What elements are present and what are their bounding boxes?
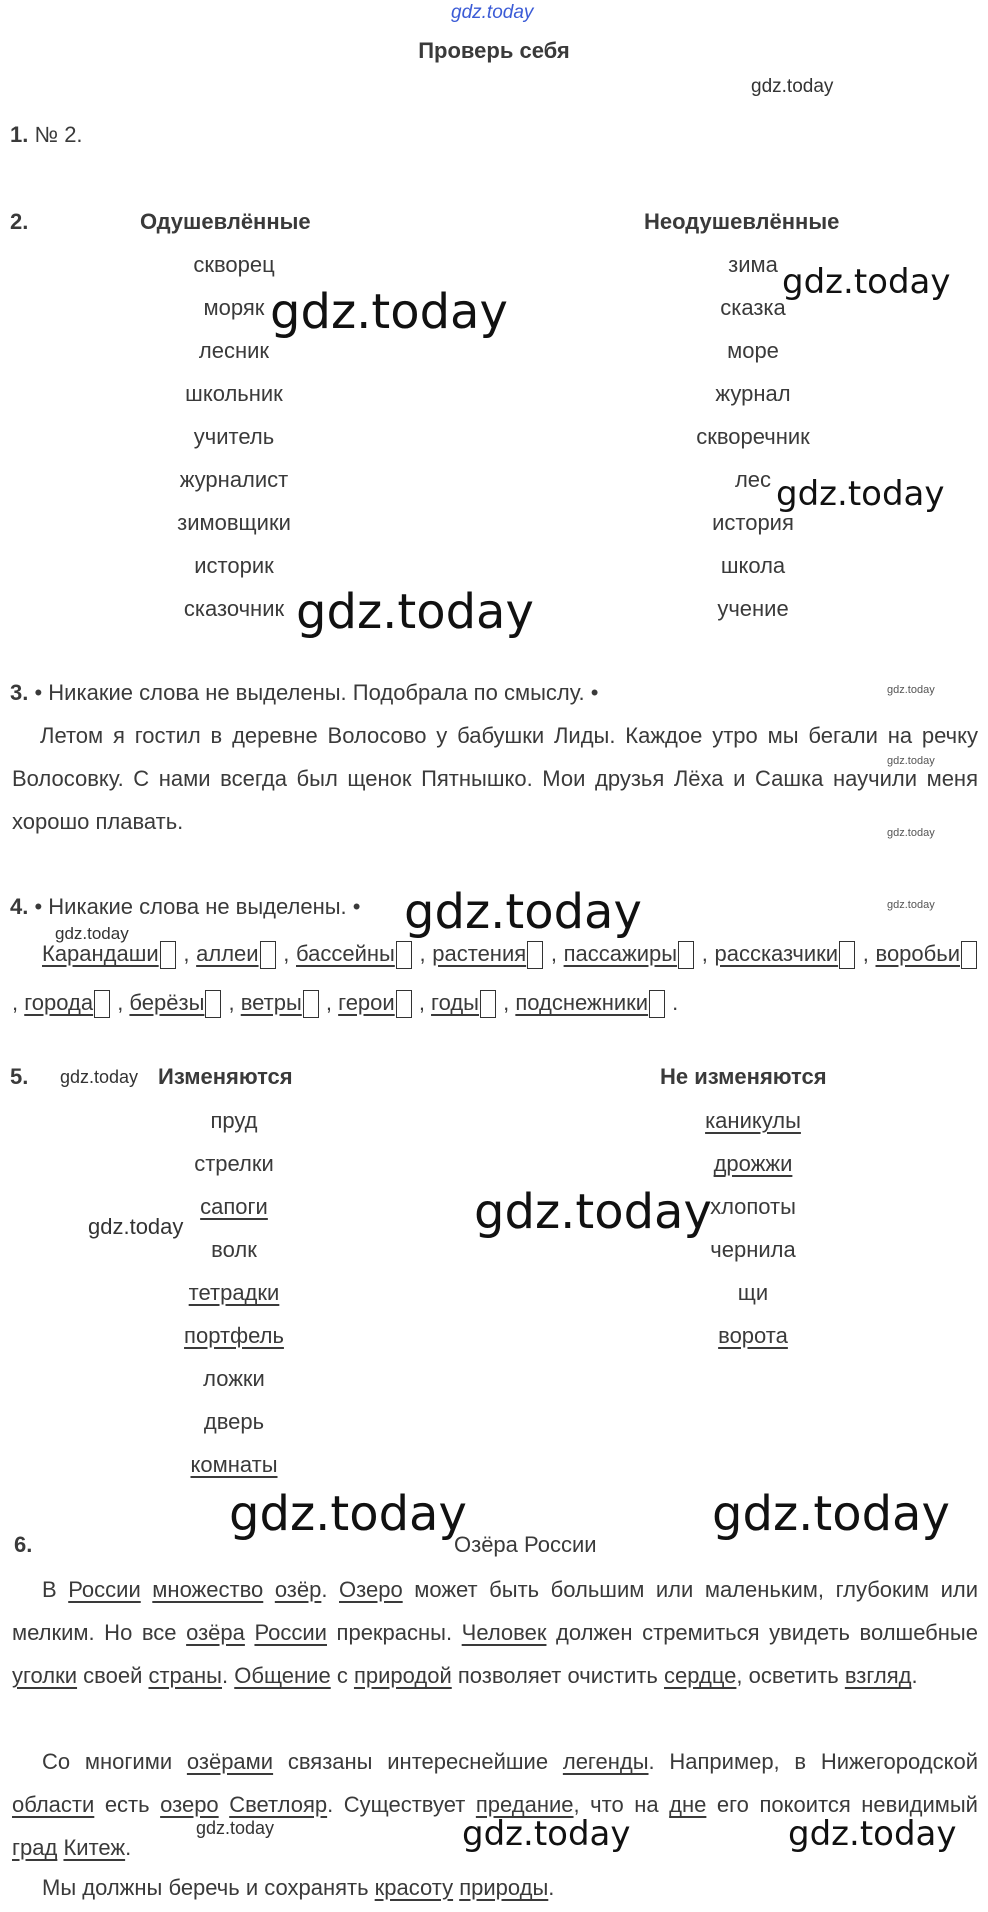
- list-item: сказочник: [183, 596, 285, 621]
- list-item: зима: [728, 252, 778, 277]
- list-item: стрелки: [194, 1151, 274, 1176]
- inanimate-header: Неодушевлённые: [644, 209, 840, 234]
- word: бассейны: [296, 941, 395, 966]
- watermark: gdz.today: [474, 1184, 712, 1240]
- list-item: лес: [734, 467, 772, 492]
- list-item: сказка: [720, 295, 786, 320]
- task-number: 3.: [10, 680, 29, 705]
- changing-list: [134, 1099, 334, 1486]
- task-note: • Никакие слова не выделены. •: [34, 894, 361, 919]
- word: аллеи: [196, 941, 259, 966]
- ending-box: [303, 990, 319, 1018]
- list-item: ложки: [203, 1366, 265, 1391]
- list-item: школьник: [185, 381, 283, 406]
- task-note: • Никакие слова не выделены. Подобрала по смыслу. •: [34, 680, 599, 705]
- list-item: пруд: [210, 1108, 258, 1133]
- list-item: скворечник: [696, 424, 810, 449]
- list-item: море: [727, 338, 779, 363]
- list-item: лесник: [198, 338, 270, 363]
- word: подснежники: [515, 990, 649, 1015]
- watermark: gdz.today: [270, 284, 508, 340]
- ending-box: [94, 990, 110, 1018]
- list-item: моряк: [203, 295, 265, 320]
- task6-paragraph-1: В России множество озёр. Озеро может быть большим или маленьким, глубоким или мелким. Но все озёра России прекрасны. Человек должен стремиться увидеть волшебные уголки своей страны. Общение с природой позволяет очистить сердце, осветить взгляд.: [12, 1577, 979, 1688]
- list-item: сапоги: [200, 1194, 268, 1219]
- watermark: gdz.today: [196, 1818, 275, 1838]
- ending-box: [205, 990, 221, 1018]
- task-text: № 2.: [34, 122, 83, 147]
- list-item: дрожжи: [713, 1151, 793, 1176]
- list-item: школа: [720, 553, 786, 578]
- task6-paragraph-3: Мы должны беречь и сохранять красоту природы.: [42, 1875, 555, 1900]
- word: Карандаши: [42, 941, 159, 966]
- word: годы: [431, 990, 479, 1015]
- word: города: [24, 990, 94, 1015]
- task4-words: Карандаши , аллеи , бассейны , растения , пассажиры , рассказчики , воробьи , города , берёзы , ветры , герои , годы , подснежники .: [12, 929, 978, 1027]
- list-item: история: [712, 510, 794, 535]
- ending-box: [649, 990, 665, 1018]
- list-item: учение: [717, 596, 789, 621]
- watermark: gdz.today: [788, 1814, 957, 1854]
- ending-box: [839, 941, 855, 969]
- list-item: ворота: [718, 1323, 788, 1348]
- animate-header: Одушевлённые: [140, 209, 311, 234]
- list-item: чернила: [710, 1237, 796, 1262]
- word: пассажиры: [563, 941, 678, 966]
- watermark: gdz.today: [782, 262, 951, 302]
- list-item: учитель: [193, 424, 275, 449]
- unchanging-header: Не изменяются: [660, 1064, 827, 1089]
- task-number: 5.: [10, 1064, 29, 1089]
- task-number: 2.: [10, 209, 29, 234]
- watermark: gdz.today: [712, 1486, 950, 1542]
- watermark: gdz.today: [887, 827, 935, 839]
- changing-header: Изменяются: [158, 1064, 293, 1089]
- ending-box: [396, 990, 412, 1018]
- site-logo: gdz.today: [451, 2, 534, 23]
- task-number: 1.: [10, 122, 29, 147]
- task3-heading: [10, 680, 598, 706]
- watermark: gdz.today: [296, 584, 534, 640]
- word: рассказчики: [714, 941, 839, 966]
- watermark: gdz.today: [462, 1814, 631, 1854]
- watermark: gdz.today: [404, 884, 642, 940]
- task3-text: Летом я гостил в деревне Волосово у бабушки Лиды. Каждое утро мы бегали на речку Волосовку. С нами всегда был щенок Пятнышко. Мои друзья Лёха и Сашка научили меня хорошо плавать.: [12, 723, 978, 834]
- ending-box: [527, 941, 543, 969]
- task-number: 6.: [14, 1532, 33, 1557]
- word: растения: [432, 941, 527, 966]
- watermark: gdz.today: [88, 1214, 184, 1239]
- list-item: зимовщики: [177, 510, 291, 535]
- watermark: gdz.today: [887, 899, 935, 911]
- task6-paragraph-2: Со многими озёрами связаны интереснейшие легенды. Например, в Нижегородской области есть озеро Светлояр. Существует предание, что на дне его покоится невидимый град Китеж.: [12, 1749, 979, 1860]
- watermark: gdz.today: [887, 755, 935, 767]
- word: герои: [338, 990, 395, 1015]
- task1: [10, 122, 83, 148]
- ending-box: [480, 990, 496, 1018]
- task6-title: Озёра России: [454, 1532, 597, 1557]
- word: ветры: [240, 990, 302, 1015]
- ending-box: [160, 941, 176, 969]
- list-item: волк: [211, 1237, 257, 1262]
- list-item: комнаты: [190, 1452, 278, 1477]
- watermark: gdz.today: [776, 474, 945, 514]
- word: берёзы: [129, 990, 205, 1015]
- task-number: 4.: [10, 894, 29, 919]
- list-item: щи: [737, 1280, 769, 1305]
- word: воробьи: [875, 941, 960, 966]
- list-item: историк: [194, 553, 274, 578]
- list-item: журнал: [715, 381, 791, 406]
- list-item: каникулы: [705, 1108, 801, 1133]
- ending-box: [678, 941, 694, 969]
- ending-box: [260, 941, 276, 969]
- list-item: скворец: [193, 252, 275, 277]
- list-item: дверь: [203, 1409, 265, 1434]
- list-item: портфель: [184, 1323, 284, 1348]
- list-item: хлопоты: [710, 1194, 796, 1219]
- list-item: тетрадки: [188, 1280, 280, 1305]
- page-title: Проверь себя: [418, 38, 570, 63]
- ending-box: [961, 941, 977, 969]
- watermark: gdz.today: [887, 684, 935, 696]
- ending-box: [396, 941, 412, 969]
- watermark: gdz.today: [55, 924, 129, 943]
- list-item: журналист: [179, 467, 289, 492]
- task4-heading: [10, 894, 361, 920]
- watermark: gdz.today: [751, 76, 834, 97]
- watermark: gdz.today: [60, 1067, 139, 1087]
- watermark: gdz.today: [229, 1486, 467, 1542]
